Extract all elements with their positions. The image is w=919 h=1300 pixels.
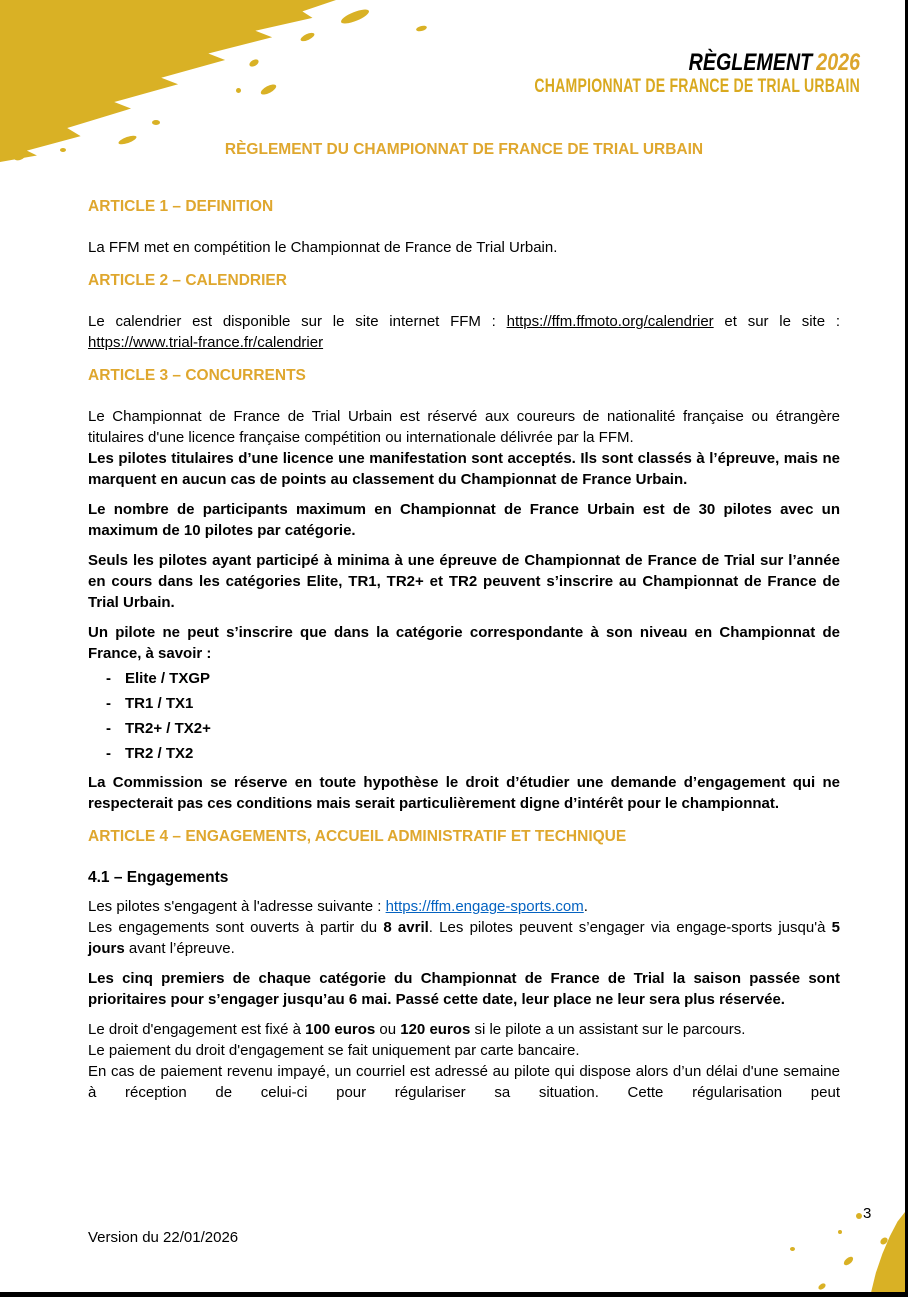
article-3-paragraph-6 <box>88 772 840 814</box>
paint-speck-icon <box>842 1255 854 1267</box>
text-segment: Seuls les pilotes ayant participé à minima à une épreuve de Championnat de France de Trial sur l’année en cours dans les catégories Elite, TR1, TR2+ et TR2 peuvent s’inscrire au Championnat de France de Trial Urbain. <box>88 552 840 611</box>
text-segment: La FFM met en compétition le Championnat de France de Trial Urbain. <box>88 239 558 256</box>
hyperlink[interactable]: https://www.trial-france.fr/calendrier <box>88 334 324 351</box>
list-item: - TR2 / TX2 <box>88 741 840 766</box>
text-segment: et sur le site : <box>713 313 840 330</box>
section-4-1-paragraph-1 <box>88 896 840 959</box>
article-3-heading: ARTICLE 3 – CONCURRENTS <box>88 367 306 384</box>
page-marker-icon <box>856 1213 862 1219</box>
section-4-1-paragraph-5 <box>88 1061 840 1103</box>
paint-speck-icon <box>790 1247 795 1251</box>
page-title: RÈGLEMENT DU CHAMPIONNAT DE FRANCE DE TRIAL URBAIN <box>224 141 704 158</box>
paint-speck-icon <box>152 120 160 125</box>
brand-title <box>689 50 860 76</box>
text-segment: Le Championnat de France de Trial Urbain est réservé aux coureurs de nationalité française ou étrangère titulaires d'une licence française compétition ou internationale délivrée par la FFM. <box>88 408 840 446</box>
category-list <box>88 666 840 766</box>
text-segment: 5 jours <box>88 919 840 957</box>
article-3-paragraph-2 <box>88 448 840 490</box>
text-segment: Le paiement du droit d'engagement se fait uniquement par carte bancaire. <box>88 1042 580 1059</box>
article-4-heading: ARTICLE 4 – ENGAGEMENTS, ACCUEIL ADMINISTRATIF ET TECHNIQUE <box>88 828 627 845</box>
article-1-heading: ARTICLE 1 – DEFINITION <box>88 198 274 215</box>
text-segment: si le pilote a un assistant sur le parcours. <box>470 1021 746 1038</box>
text-segment: Les engagements sont ouverts à partir du <box>88 919 384 936</box>
page-number: 3 <box>863 1205 872 1222</box>
footer-version: Version du 22/01/2026 <box>88 1229 239 1246</box>
paint-speck-icon <box>259 82 277 96</box>
footer-page <box>856 1205 871 1222</box>
text-segment: La Commission se réserve en toute hypothèse le droit d’étudier une demande d’engagement qui ne respecterait pas ces conditions mais serait particulièrement digne d’intérêt pour le championnat. <box>88 774 840 812</box>
paint-speck-icon <box>416 25 428 33</box>
header-brand <box>420 50 860 98</box>
section-4-1-paragraph-4 <box>88 1040 840 1061</box>
text-segment: Le nombre de participants maximum en Championnat de France Urbain est de 30 pilotes avec un maximum de 10 pilotes par catégorie. <box>88 501 840 539</box>
text-segment: Les pilotes titulaires d’une licence une manifestation sont acceptés. Ils sont classés à l’épreuve, mais ne marquent en aucun cas de points au classement du Championnat de France Urbain. <box>88 450 840 488</box>
page-border-right <box>905 0 908 1297</box>
section-4-1-paragraph-2 <box>88 968 840 1010</box>
article-2-heading: ARTICLE 2 – CALENDRIER <box>88 272 287 289</box>
text-segment: 100 euros <box>305 1021 376 1038</box>
text-segment: Le droit d'engagement est fixé à <box>88 1021 306 1038</box>
paint-splash-bottom-right-icon <box>858 1212 905 1292</box>
article-1-paragraph <box>88 237 840 258</box>
document-body <box>88 184 840 1103</box>
text-segment: 8 avril <box>383 919 429 936</box>
text-segment: avant l’épreuve. <box>124 940 235 957</box>
paint-speck-icon <box>817 1282 826 1291</box>
text-segment: . Les pilotes peuvent s’engager via engage-sports jusqu'à <box>428 919 832 936</box>
text-segment: Le calendrier est disponible sur le site internet FFM : <box>88 313 507 330</box>
section-4-1-heading: 4.1 – Engagements <box>88 869 229 886</box>
text-segment: Un pilote ne peut s’inscrire que dans la catégorie correspondante à son niveau en Championnat de France, à savoir : <box>88 624 840 662</box>
text-segment: ou <box>375 1021 401 1038</box>
paint-speck-icon <box>60 148 66 152</box>
article-3-paragraph-1 <box>88 406 840 448</box>
article-3-paragraph-5 <box>88 622 840 664</box>
text-segment: 120 euros <box>400 1021 471 1038</box>
paint-speck-icon <box>339 7 370 27</box>
list-item: - Elite / TXGP <box>88 666 840 691</box>
text-segment: En cas de paiement revenu impayé, un courriel est adressé au pilote qui dispose alors d’un délai d'une semaine à réception de celui-ci pour régulariser sa situation. Cette régularisation peut <box>88 1063 840 1101</box>
text-segment: Les cinq premiers de chaque catégorie du Championnat de France de Trial la saison passée sont prioritaires pour s’engager jusqu’au 6 mai. Passé cette date, leur place ne leur sera plus réservée. <box>88 970 840 1008</box>
article-3-paragraph-3 <box>88 499 840 541</box>
paint-speck-icon <box>299 31 315 43</box>
text-segment: Les pilotes s'engagent à l'adresse suivante : <box>88 898 386 915</box>
page-border-bottom <box>0 1292 908 1297</box>
paint-speck-icon <box>838 1230 842 1234</box>
list-item: - TR2+ / TX2+ <box>88 716 840 741</box>
paint-speck-icon <box>248 58 260 68</box>
article-3-paragraph-4 <box>88 550 840 613</box>
hyperlink[interactable]: https://ffm.engage-sports.com <box>385 898 584 915</box>
article-2-paragraph <box>88 311 840 353</box>
brand-subtitle: CHAMPIONNAT DE FRANCE DE TRIAL URBAIN <box>534 76 860 98</box>
section-4-1-paragraph-3 <box>88 1019 840 1040</box>
brand-title-text: RÈGLEMENT <box>688 49 813 76</box>
paint-splash-top-left-icon <box>0 0 336 162</box>
text-segment: . <box>583 898 588 915</box>
hyperlink[interactable]: https://ffm.ffmoto.org/calendrier <box>506 313 714 330</box>
brand-year: 2026 <box>816 49 860 76</box>
paint-speck-icon <box>236 88 241 93</box>
list-item: - TR1 / TX1 <box>88 691 840 716</box>
